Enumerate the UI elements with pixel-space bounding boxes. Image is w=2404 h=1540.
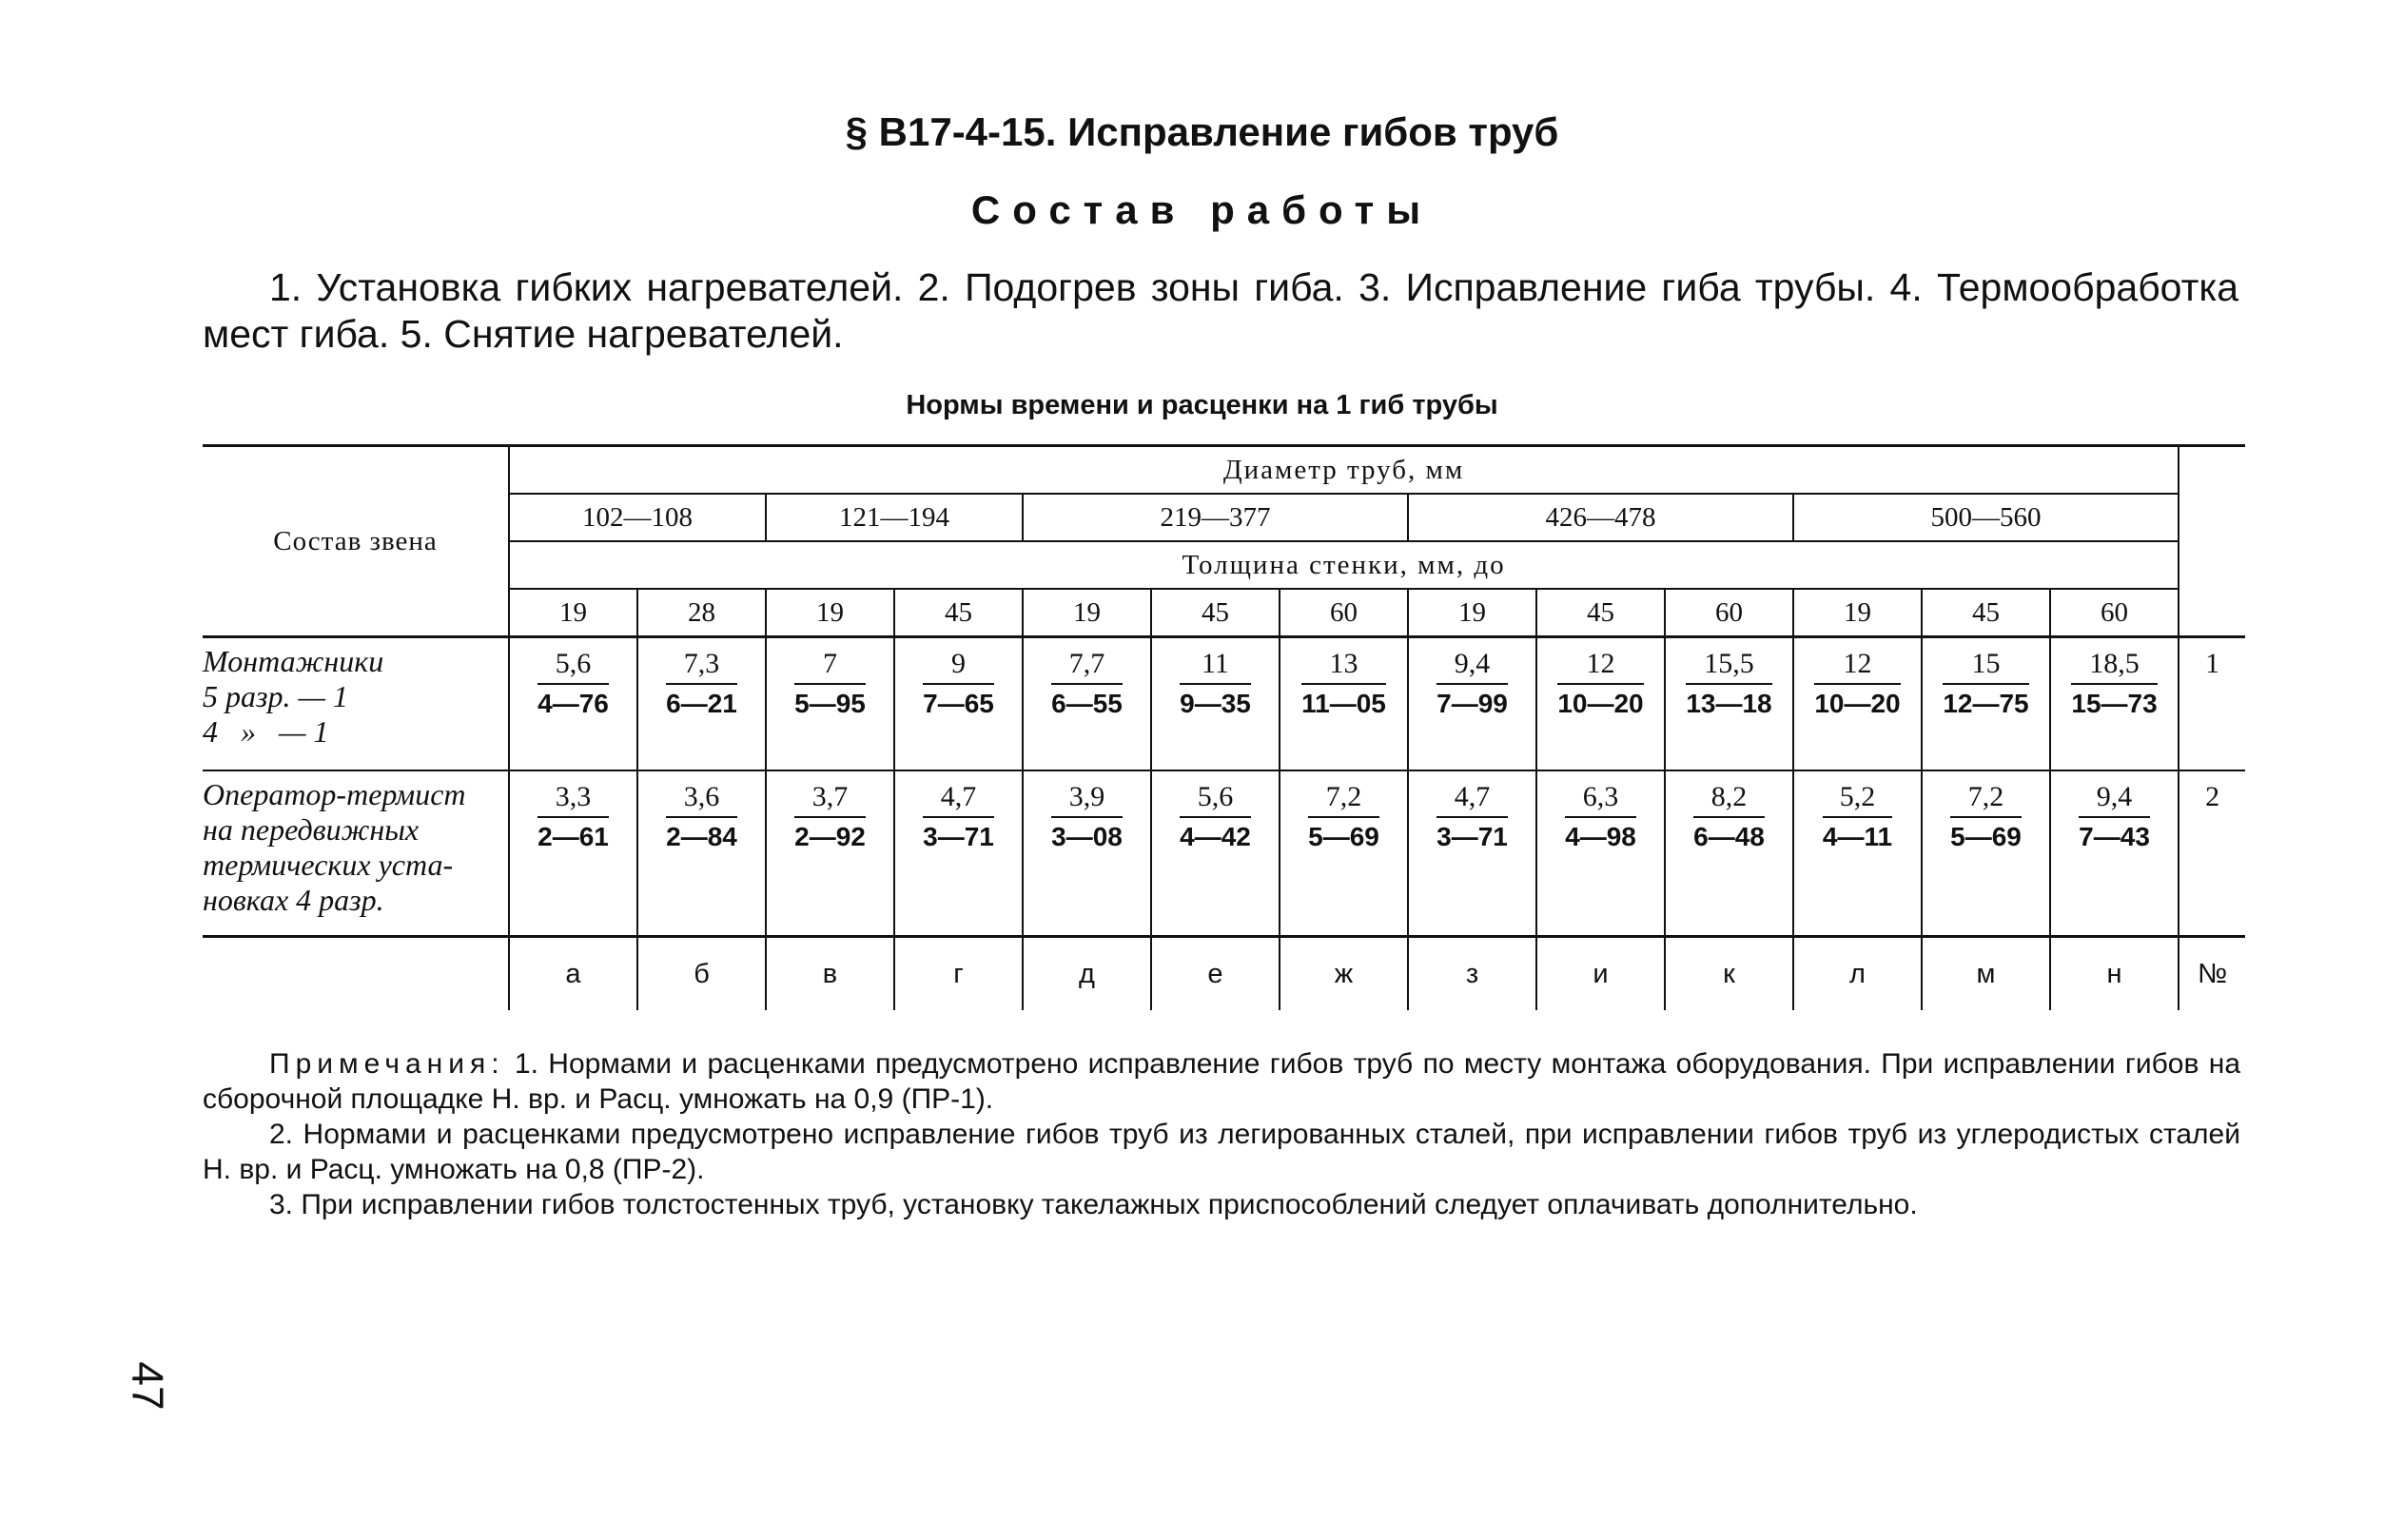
- time-norm: 4,7: [923, 781, 994, 818]
- header-number-spacer: [2179, 446, 2245, 637]
- subtitle: Состав работы: [970, 187, 1434, 232]
- norm-fraction: [537, 648, 609, 719]
- norm-cell: [1151, 637, 1280, 770]
- notes-lead: Примечания:: [269, 1048, 505, 1080]
- norm-cell: [766, 637, 894, 770]
- thickness-cell: 19: [1793, 589, 1922, 637]
- rate-value: 2—61: [537, 821, 609, 851]
- time-norm: 7,2: [1950, 781, 2022, 818]
- time-norm: 3,3: [537, 781, 609, 818]
- time-norm: 4,7: [1437, 781, 1508, 818]
- norm-fraction: [923, 648, 994, 719]
- norm-fraction: [1823, 781, 1892, 852]
- norm-fraction: [1814, 648, 1900, 719]
- rate-value: 3—08: [1051, 821, 1123, 851]
- rate-value: 12—75: [1943, 689, 2029, 718]
- time-norm: 5,6: [1180, 781, 1251, 818]
- time-norm: 12: [1557, 648, 1643, 685]
- time-norm: 12: [1814, 648, 1900, 685]
- time-norm: 7,7: [1051, 648, 1123, 685]
- thickness-cell: 60: [2050, 589, 2179, 637]
- row-number: 2: [2179, 770, 2245, 937]
- time-norm: 8,2: [1693, 781, 1765, 818]
- work-text: 1. Установка гибких нагревателей. 2. Подогрев зоны гиба. 3. Исправление гиба трубы. 4. Термообработка мест гиба. 5. Снятие нагревателей.: [203, 265, 2238, 356]
- rate-value: 11—05: [1301, 689, 1386, 718]
- column-letter: н: [2050, 937, 2179, 1011]
- row-label: [203, 770, 509, 937]
- norm-cell: [637, 770, 766, 937]
- column-letter: е: [1151, 937, 1280, 1011]
- time-norm: 6,3: [1565, 781, 1636, 818]
- thickness-row: [203, 589, 2245, 637]
- row-label: [203, 637, 509, 770]
- rate-value: 5—69: [1950, 821, 2022, 851]
- thickness-cell: 19: [1023, 589, 1151, 637]
- diameter-group: 121—194: [766, 494, 1023, 541]
- norm-fraction: [1437, 648, 1508, 719]
- header-diameter: Диаметр труб, мм: [509, 446, 2179, 495]
- time-norm: 7: [794, 648, 866, 685]
- norm-cell: [1023, 637, 1151, 770]
- column-letter: а: [509, 937, 637, 1011]
- norm-cell: [637, 637, 766, 770]
- column-letter: з: [1408, 937, 1536, 1011]
- row-label-line: термических уста-: [203, 847, 454, 882]
- rate-value: 13—18: [1686, 689, 1772, 718]
- norm-cell: [1665, 637, 1793, 770]
- row-label-line: на передвижных: [203, 811, 420, 847]
- rate-value: 4—11: [1822, 821, 1893, 851]
- rate-value: 4—42: [1180, 821, 1251, 851]
- column-letter: г: [894, 937, 1023, 1011]
- rate-value: 6—48: [1693, 821, 1765, 851]
- norm-fraction: [1693, 781, 1765, 852]
- rate-value: 15—73: [2071, 689, 2158, 718]
- time-norm: 5,2: [1823, 781, 1892, 818]
- column-letter: л: [1793, 937, 1922, 1011]
- rate-value: 6—21: [666, 689, 737, 718]
- norm-cell: [1151, 770, 1280, 937]
- norm-cell: [1280, 770, 1408, 937]
- column-letter: к: [1665, 937, 1793, 1011]
- diameter-row: [203, 494, 2245, 541]
- time-norm: 9: [923, 648, 994, 685]
- number-header: №: [2179, 937, 2245, 1011]
- time-norm: 3,6: [666, 781, 737, 818]
- norm-fraction: [666, 648, 737, 719]
- thickness-cell: 60: [1665, 589, 1793, 637]
- thickness-cell: 60: [1280, 589, 1408, 637]
- rate-value: 10—20: [1814, 689, 1901, 718]
- norm-cell: [1665, 770, 1793, 937]
- rate-value: 3—71: [1437, 821, 1508, 851]
- norm-cell: [2050, 770, 2179, 937]
- norm-cell: [1023, 770, 1151, 937]
- column-letter: ж: [1280, 937, 1408, 1011]
- time-norm: 9,4: [1437, 648, 1508, 685]
- time-norm: 11: [1180, 648, 1251, 685]
- row-label-line: 5 разр. — 1: [203, 679, 348, 713]
- diameter-group: 102—108: [509, 494, 766, 541]
- norm-cell: [766, 770, 894, 937]
- letters-row: [203, 937, 2245, 1011]
- norms-table: [203, 444, 2245, 1010]
- thickness-cell: 45: [894, 589, 1023, 637]
- norm-cell: [1793, 637, 1922, 770]
- time-norm: 9,4: [2079, 781, 2150, 818]
- norm-fraction: [537, 781, 609, 852]
- norm-fraction: [794, 781, 866, 852]
- norm-fraction: [794, 648, 866, 719]
- norm-cell: [1408, 770, 1536, 937]
- page-number: 47: [123, 1361, 173, 1411]
- thickness-cell: 45: [1922, 589, 2050, 637]
- thickness-cell: 19: [509, 589, 637, 637]
- rate-value: 5—95: [794, 689, 866, 718]
- norm-fraction: [1301, 648, 1386, 719]
- norm-fraction: [923, 781, 994, 852]
- time-norm: 7,3: [666, 648, 737, 685]
- diameter-group: 219—377: [1023, 494, 1408, 541]
- table-row: [203, 637, 2245, 770]
- norm-fraction: [1686, 648, 1771, 719]
- rate-value: 10—20: [1557, 689, 1644, 718]
- section-title: § В17-4-15. Исправление гибов труб: [845, 109, 1559, 154]
- row-label-line: новках 4 разр.: [203, 882, 384, 917]
- rate-value: 4—76: [537, 689, 609, 718]
- time-norm: 15: [1943, 648, 2028, 685]
- notes: [203, 1046, 2240, 1222]
- header-sostav: Состав звена: [203, 446, 509, 637]
- norm-fraction: [2079, 781, 2150, 852]
- column-letter: д: [1023, 937, 1151, 1011]
- rate-value: 5—69: [1308, 821, 1379, 851]
- time-norm: 5,6: [537, 648, 609, 685]
- time-norm: 15,5: [1686, 648, 1771, 685]
- norm-cell: [1922, 637, 2050, 770]
- note-1: 1. Нормами и расценками предусмотрено исправление гибов труб по месту монтажа оборудования. При исправлении гибов на сборочной площадке Н. вр. и Расц. умножать на 0,9 (ПР-1).: [203, 1048, 2240, 1115]
- time-norm: 18,5: [2071, 648, 2157, 685]
- thickness-cell: 19: [766, 589, 894, 637]
- letters-spacer: [203, 937, 509, 1011]
- table-row: [203, 770, 2245, 937]
- row-label-line: Оператор-термист: [203, 776, 466, 811]
- thickness-cell: 45: [1151, 589, 1280, 637]
- header-thickness: Толщина стенки, мм, до: [509, 541, 2179, 589]
- norm-fraction: [1557, 648, 1643, 719]
- norm-fraction: [1308, 781, 1379, 852]
- table-caption: Нормы времени и расценки на 1 гиб трубы: [906, 390, 1498, 420]
- rate-value: 7—43: [2079, 821, 2150, 851]
- norm-cell: [894, 770, 1023, 937]
- norm-cell: [894, 637, 1023, 770]
- work-composition: [203, 264, 2238, 358]
- row-label-line: 4 » — 1: [203, 714, 329, 749]
- norm-cell: [1408, 637, 1536, 770]
- thickness-cell: 19: [1408, 589, 1536, 637]
- rate-value: 2—84: [666, 821, 737, 851]
- time-norm: 3,9: [1051, 781, 1123, 818]
- norm-cell: [1280, 637, 1408, 770]
- column-letter: и: [1536, 937, 1665, 1011]
- norm-fraction: [1180, 781, 1251, 852]
- diameter-group: 500—560: [1793, 494, 2179, 541]
- norm-cell: [509, 770, 637, 937]
- norm-cell: [1536, 770, 1665, 937]
- note-3: 3. При исправлении гибов толстостенных труб, установку такелажных приспособлений следует оплачивать дополнительно.: [269, 1189, 1918, 1220]
- norm-cell: [1922, 770, 2050, 937]
- rate-value: 7—65: [923, 689, 994, 718]
- row-label-line: Монтажники: [203, 644, 384, 678]
- diameter-group: 426—478: [1408, 494, 1793, 541]
- row-number: 1: [2179, 637, 2245, 770]
- norm-cell: [1536, 637, 1665, 770]
- rate-value: 6—55: [1051, 689, 1123, 718]
- time-norm: 3,7: [794, 781, 866, 818]
- norm-cell: [2050, 637, 2179, 770]
- rate-value: 4—98: [1565, 821, 1636, 851]
- time-norm: 13: [1301, 648, 1386, 685]
- norm-fraction: [1565, 781, 1636, 852]
- norm-cell: [1793, 770, 1922, 937]
- thickness-cell: 28: [637, 589, 766, 637]
- column-letter: б: [637, 937, 766, 1011]
- norm-fraction: [666, 781, 737, 852]
- rate-value: 7—99: [1437, 689, 1508, 718]
- norm-fraction: [1051, 781, 1123, 852]
- thickness-cell: 45: [1536, 589, 1665, 637]
- rate-value: 2—92: [794, 821, 866, 851]
- norm-cell: [509, 637, 637, 770]
- norm-fraction: [1180, 648, 1251, 719]
- norm-fraction: [1437, 781, 1508, 852]
- norm-fraction: [1943, 648, 2028, 719]
- column-letter: в: [766, 937, 894, 1011]
- column-letter: м: [1922, 937, 2050, 1011]
- norm-fraction: [2071, 648, 2157, 719]
- note-2: 2. Нормами и расценками предусмотрено исправление гибов труб из легированных сталей, при исправлении гибов труб из углеродистых сталей Н. вр. и Расц. умножать на 0,8 (ПР-2).: [203, 1119, 2240, 1185]
- time-norm: 7,2: [1308, 781, 1379, 818]
- norm-fraction: [1051, 648, 1123, 719]
- rate-value: 9—35: [1180, 689, 1251, 718]
- rate-value: 3—71: [923, 821, 994, 851]
- norm-fraction: [1950, 781, 2022, 852]
